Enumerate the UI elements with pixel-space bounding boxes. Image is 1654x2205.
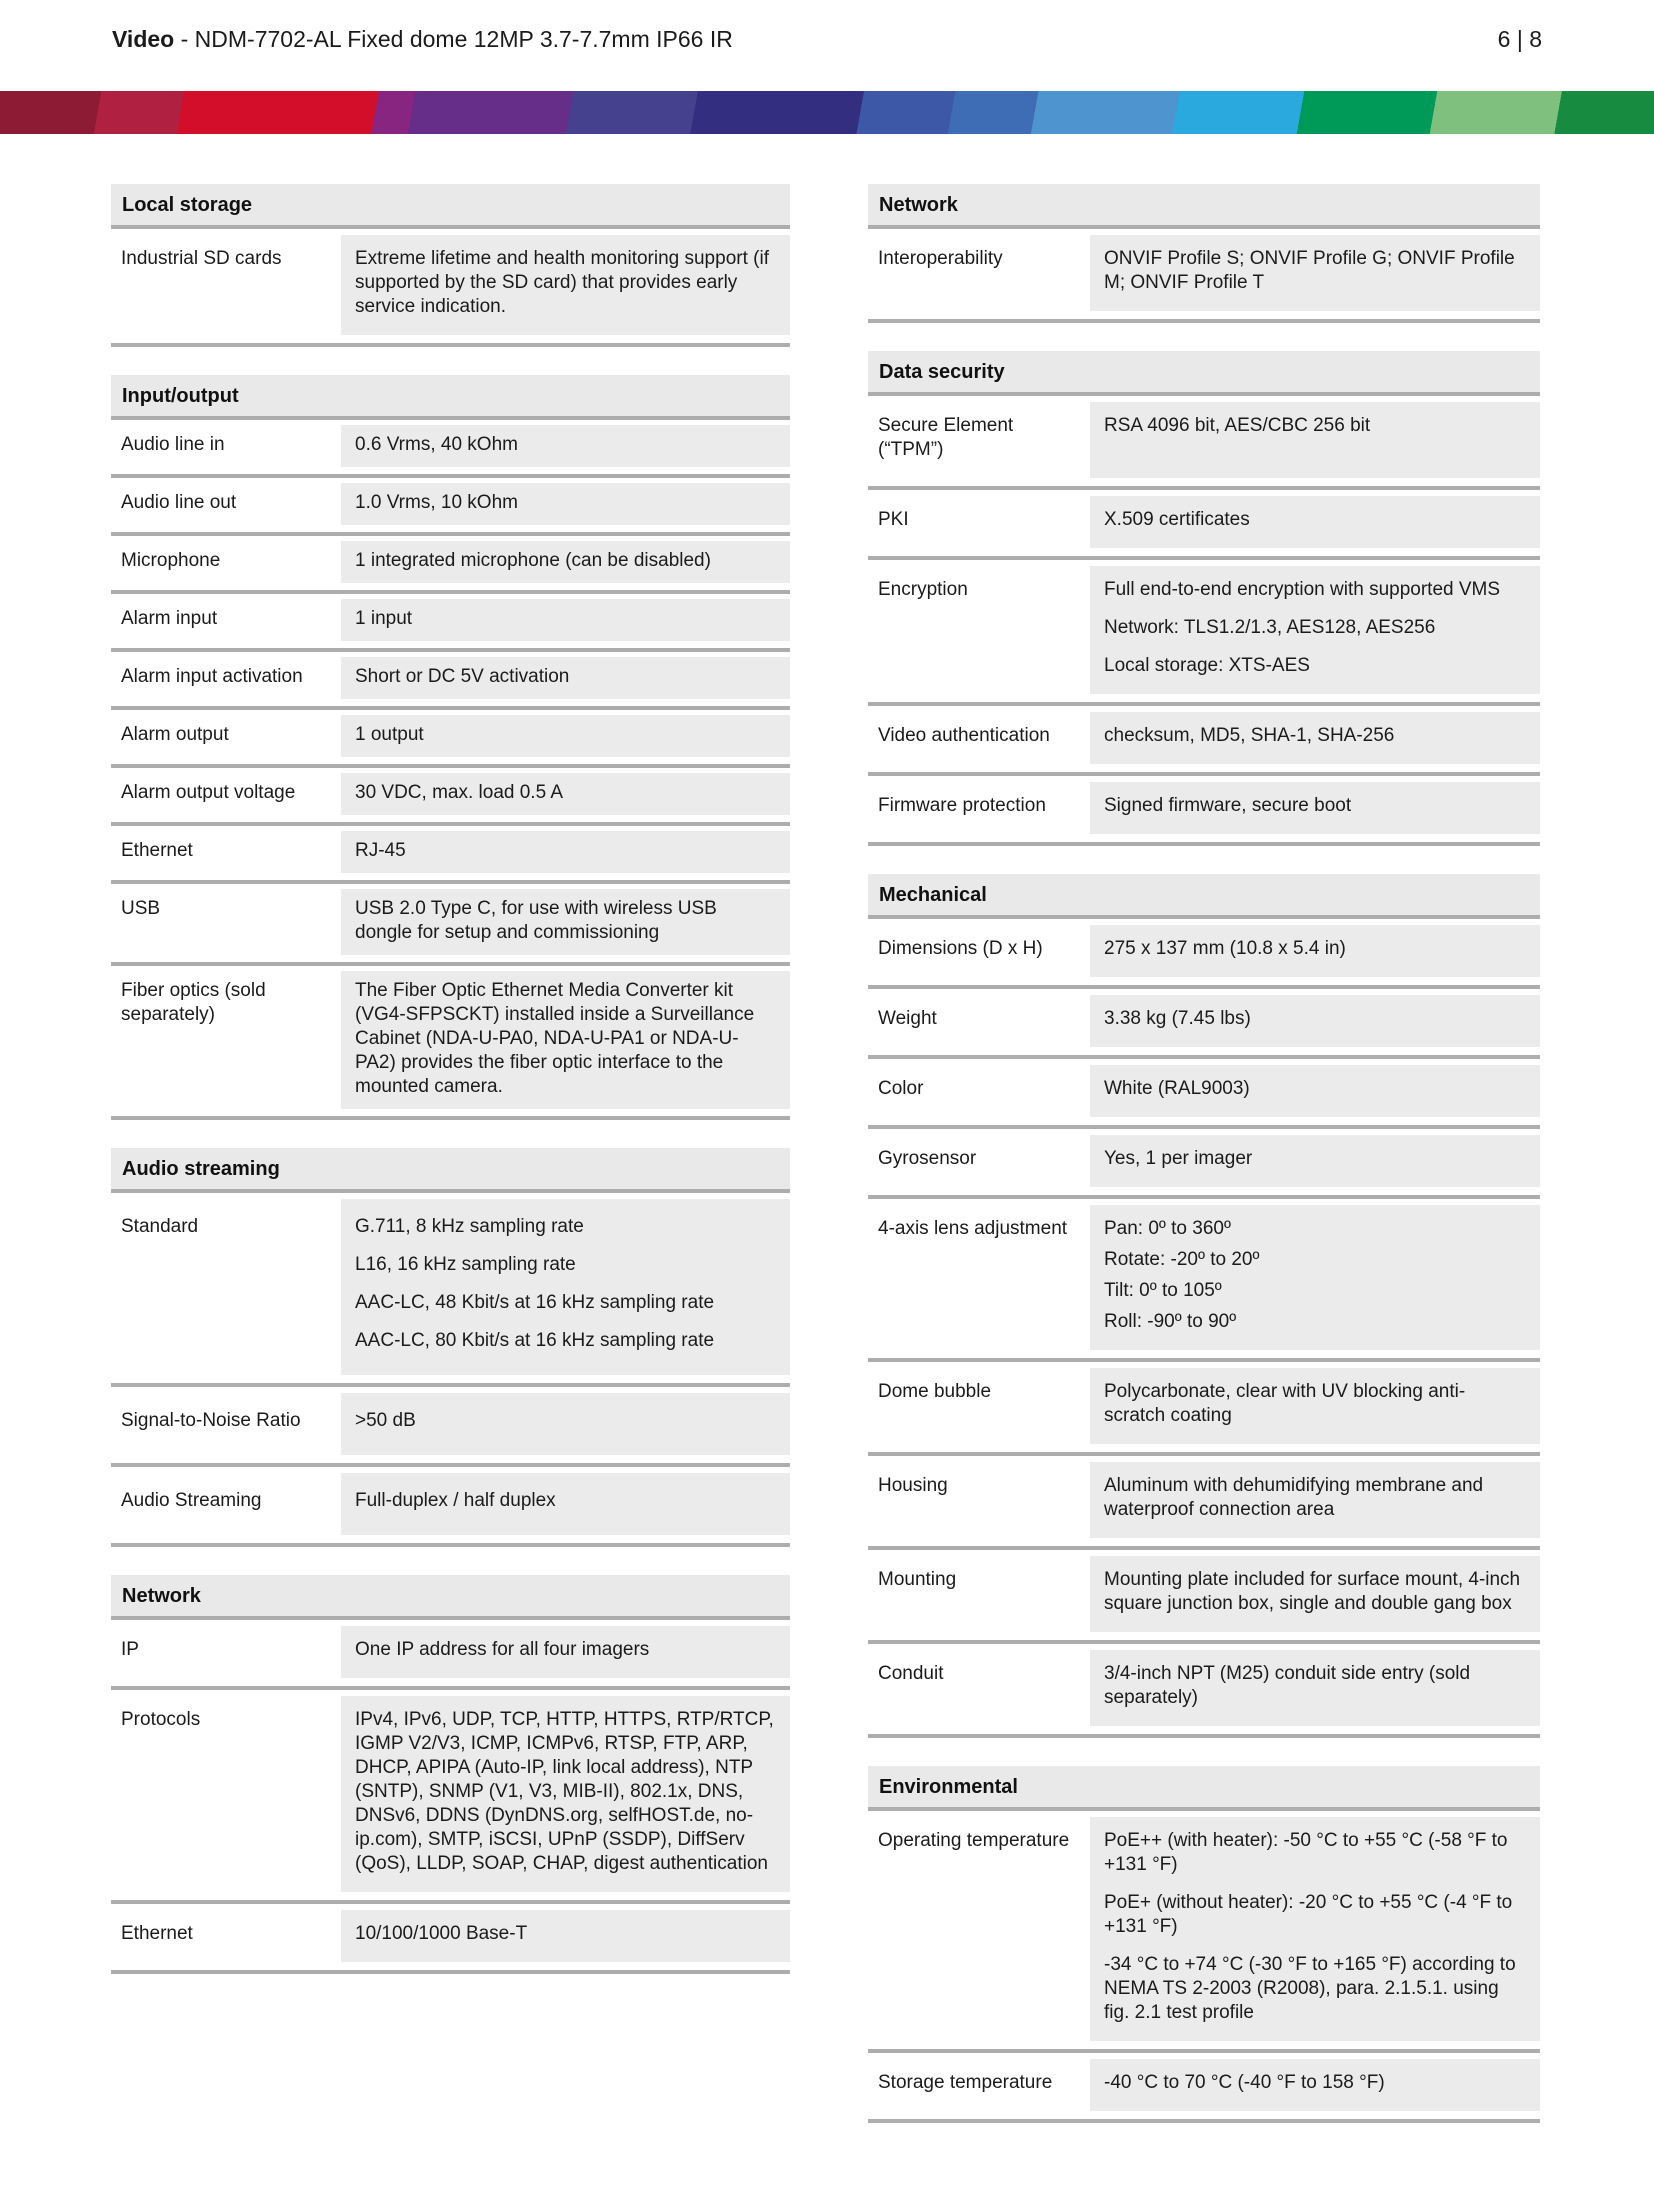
spec-value [341,971,790,1109]
spec-row [868,1195,1540,1358]
spec-label: Storage temperature [868,2059,1090,2111]
spec-value [341,1626,790,1678]
spec-rows [868,396,1540,846]
spec-value-line: 10/100/1000 Base-T [355,1923,528,1944]
spec-label: Alarm output [111,715,341,757]
page-header [0,0,1654,53]
spec-label: Housing [868,1462,1090,1538]
section-title: Network [111,1575,790,1620]
section-title: Environmental [868,1766,1540,1811]
spec-label: Conduit [868,1650,1090,1726]
spec-label: Protocols [111,1696,341,1892]
spec-row [111,880,790,962]
spec-value-line: -40 °C to 70 °C (-40 °F to 158 °F) [1104,2072,1385,2093]
spec-value-line: Signed firmware, secure boot [1104,795,1352,816]
spec-value [1090,235,1540,311]
spec-label: Interoperability [868,235,1090,311]
spec-value-line: checksum, MD5, SHA-1, SHA-256 [1104,725,1395,746]
spec-row [868,1358,1540,1452]
brand-color-bar [0,91,1654,134]
spec-row [111,706,790,764]
spec-label: Alarm input activation [111,657,341,699]
spec-value [341,1696,790,1892]
spec-rows [111,1620,790,1974]
spec-column [111,184,790,2002]
spec-row [868,702,1540,772]
spec-label: 4-axis lens adjustment [868,1205,1090,1350]
spec-row [868,2049,1540,2119]
spec-value [341,1199,790,1375]
document-title [112,26,733,53]
spec-row [111,1463,790,1543]
spec-value [341,773,790,815]
spec-value [341,425,790,467]
spec-value-line: One IP address for all four imagers [355,1639,650,1660]
spec-rows [868,1811,1540,2123]
spec-row [868,1640,1540,1734]
spec-value-line: 3/4-inch NPT (M25) conduit side entry (sold separately) [1104,1663,1471,1708]
spec-value-line: Mounting plate included for surface mount, 4-inch square junction box, single and double gang box [1104,1569,1521,1614]
spec-row [868,985,1540,1055]
spec-label: IP [111,1626,341,1678]
spec-label: Color [868,1065,1090,1117]
spec-value-line: 3.38 kg (7.45 lbs) [1104,1008,1251,1029]
section [111,375,790,1120]
spec-value [341,1910,790,1962]
spec-value [1090,402,1540,478]
section [868,351,1540,846]
spec-value-line: 1 input [355,608,413,629]
spec-value [341,657,790,699]
spec-value [1090,566,1540,694]
spec-value [1090,1462,1540,1538]
spec-label: Dimensions (D x H) [868,925,1090,977]
spec-value [1090,2059,1540,2111]
spec-value-line: RSA 4096 bit, AES/CBC 256 bit [1104,415,1371,436]
spec-row [111,1686,790,1900]
spec-value [1090,1650,1540,1726]
spec-row [111,532,790,590]
spec-row [868,229,1540,319]
spec-row [111,1383,790,1463]
spec-value [341,599,790,641]
section-title: Network [868,184,1540,229]
spec-value [1090,1556,1540,1632]
title-separator: - [180,26,189,52]
spec-rows [868,919,1540,1738]
spec-label: Audio line out [111,483,341,525]
spec-row [868,396,1540,486]
spec-value-line: Aluminum with dehumidifying membrane and waterproof connection area [1104,1475,1484,1520]
spec-row [868,1125,1540,1195]
spec-value [1090,496,1540,548]
spec-value-line: The Fiber Optic Ethernet Media Converter kit (VG4-SFPSCKT) installed inside a Surveillance Cabinet (NDA-U-PA0, NDA-U-PA1 or NDA-U-PA2) provides the fiber optic interface to the mounted camera. [355,980,755,1097]
section [868,874,1540,1738]
spec-value-line: 1 output [355,724,424,745]
spec-label: Audio Streaming [111,1473,341,1535]
spec-row [111,764,790,822]
spec-value-line: Short or DC 5V activation [355,666,570,687]
spec-value [1090,712,1540,764]
spec-label: Ethernet [111,831,341,873]
spec-row [868,919,1540,985]
spec-row [111,648,790,706]
spec-value-line: 1 integrated microphone (can be disabled) [355,550,711,571]
page-indicator: 6 | 8 [1497,26,1542,52]
spec-row [111,1900,790,1970]
spec-value [341,889,790,955]
spec-row [868,772,1540,842]
spec-value-line: 275 x 137 mm (10.8 x 5.4 in) [1104,938,1346,959]
spec-value-line: USB 2.0 Type C, for use with wireless USB dongle for setup and commissioning [355,898,717,943]
spec-label: Secure Element (“TPM”) [868,402,1090,478]
spec-value [1090,1368,1540,1444]
section [868,1766,1540,2123]
spec-label: Audio line in [111,425,341,467]
spec-value [1090,1817,1540,2041]
spec-value-line: Rotate: -20º to 20º [1104,1249,1260,1270]
spec-value-line: -34 °C to +74 °C (-30 °F to +165 °F) according to NEMA TS 2-2003 (R2008), para. 2.1.5.1. using fig. 2.1 test profile [1104,1954,1516,2023]
spec-columns [0,134,1654,2151]
category-label: Video [112,26,175,52]
spec-value-line: PoE+ (without heater): -20 °C to +55 °C (-4 °F to +131 °F) [1104,1892,1513,1937]
spec-row [111,962,790,1116]
section-title: Data security [868,351,1540,396]
spec-row [868,1055,1540,1125]
spec-value-line: IPv4, IPv6, UDP, TCP, HTTP, HTTPS, RTP/RTCP, IGMP V2/V3, ICMP, ICMPv6, RTSP, FTP, ARP, DHCP, APIPA (Auto-IP, link local address), NTP (SNTP), SNMP (V1, V3, MIB-II), 802.1x, DNS, DNSv6, DDNS (DynDNS.org, selfHOST.de, no-ip.com), SMTP, iSCSI, UPnP (SSDP), DiffServ (QoS), LLDP, SOAP, CHAP, digest authentication [355,1709,774,1874]
spec-rows [111,1193,790,1547]
spec-row [868,1452,1540,1546]
spec-label: PKI [868,496,1090,548]
spec-value-line: PoE++ (with heater): -50 °C to +55 °C (-58 °F to +131 °F) [1104,1830,1508,1875]
spec-label: Mounting [868,1556,1090,1632]
spec-label: Operating temperature [868,1817,1090,2041]
spec-value [1090,1065,1540,1117]
spec-label: Fiber optics (sold separately) [111,971,341,1109]
spec-row [111,590,790,648]
spec-value-line: L16, 16 kHz sampling rate [355,1254,576,1275]
spec-row [111,822,790,880]
spec-row [868,556,1540,702]
spec-value [341,715,790,757]
spec-value-line: AAC-LC, 48 Kbit/s at 16 kHz sampling rate [355,1292,715,1313]
spec-value [341,541,790,583]
spec-value-line: Tilt: 0º to 105º [1104,1280,1222,1301]
spec-row [868,1811,1540,2049]
spec-value-line: G.711, 8 kHz sampling rate [355,1216,584,1237]
spec-value [341,1473,790,1535]
spec-value [341,1393,790,1455]
spec-label: USB [111,889,341,955]
section [111,184,790,347]
spec-value-line: 0.6 Vrms, 40 kOhm [355,434,518,455]
spec-row [111,474,790,532]
spec-label: Firmware protection [868,782,1090,834]
spec-row [111,420,790,474]
spec-value [1090,782,1540,834]
spec-value-line: Yes, 1 per imager [1104,1148,1253,1169]
spec-value-line: >50 dB [355,1410,416,1431]
section-title: Local storage [111,184,790,229]
spec-label: Gyrosensor [868,1135,1090,1187]
spec-value-line: Full end-to-end encryption with supported VMS [1104,579,1501,600]
spec-label: Signal-to-Noise Ratio [111,1393,341,1455]
section-title: Mechanical [868,874,1540,919]
product-title: NDM-7702-AL Fixed dome 12MP 3.7-7.7mm IP66 IR [194,26,733,52]
spec-value [341,483,790,525]
section-title: Input/output [111,375,790,420]
spec-label: Microphone [111,541,341,583]
spec-value-line: 30 VDC, max. load 0.5 A [355,782,564,803]
spec-value-line: Full-duplex / half duplex [355,1490,556,1511]
section [868,184,1540,323]
spec-value [1090,995,1540,1047]
spec-value [341,831,790,873]
spec-label: Dome bubble [868,1368,1090,1444]
section [111,1148,790,1547]
spec-label: Encryption [868,566,1090,694]
spec-row [111,1620,790,1686]
spec-rows [111,229,790,347]
spec-value-line: White (RAL9003) [1104,1078,1250,1099]
spec-row [111,1193,790,1383]
spec-value [1090,925,1540,977]
spec-value-line: Local storage: XTS-AES [1104,655,1310,676]
spec-row [111,229,790,343]
spec-value-line: X.509 certificates [1104,509,1250,530]
spec-value [1090,1205,1540,1350]
spec-row [868,486,1540,556]
spec-value [1090,1135,1540,1187]
spec-label: Weight [868,995,1090,1047]
spec-rows [111,420,790,1120]
spec-value-line: ONVIF Profile S; ONVIF Profile G; ONVIF Profile M; ONVIF Profile T [1104,248,1515,293]
spec-value-line: Pan: 0º to 360º [1104,1218,1231,1239]
spec-row [868,1546,1540,1640]
spec-label: Standard [111,1199,341,1375]
spec-value-line: Roll: -90º to 90º [1104,1311,1237,1332]
spec-label: Alarm output voltage [111,773,341,815]
spec-value-line: Polycarbonate, clear with UV blocking anti-scratch coating [1104,1381,1466,1426]
spec-value-line: 1.0 Vrms, 10 kOhm [355,492,518,513]
spec-label: Ethernet [111,1910,341,1962]
spec-label: Alarm input [111,599,341,641]
spec-value-line: Extreme lifetime and health monitoring support (if supported by the SD card) that provides early service indication. [355,248,769,317]
spec-label: Industrial SD cards [111,235,341,335]
spec-value-line: AAC-LC, 80 Kbit/s at 16 kHz sampling rate [355,1330,715,1351]
spec-column [868,184,1540,2151]
spec-value-line: RJ-45 [355,840,406,861]
section-title: Audio streaming [111,1148,790,1193]
spec-value-line: Network: TLS1.2/1.3, AES128, AES256 [1104,617,1436,638]
spec-label: Video authentication [868,712,1090,764]
spec-rows [868,229,1540,323]
spec-value [341,235,790,335]
section [111,1575,790,1974]
